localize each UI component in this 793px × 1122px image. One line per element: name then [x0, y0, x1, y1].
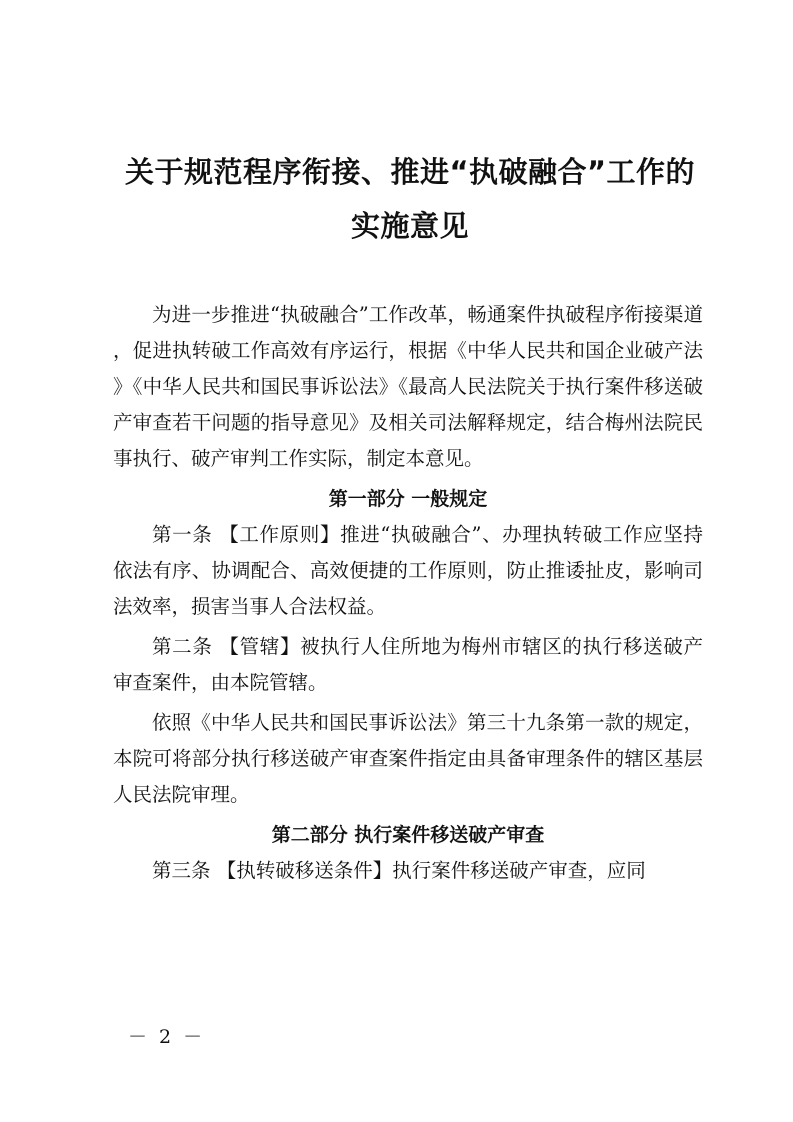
page-number: － 2 －	[128, 1026, 206, 1048]
part-2-heading: 第二部分 执行案件移送破产审查	[271, 824, 545, 846]
article-2-second-paragraph: 依照《中华人民共和国民事诉讼法》第三十九条第一款的规定，本院可将部分执行移送破产审查案件指定由具备审理条件的辖区基层人民法院审理。	[113, 711, 703, 806]
intro-paragraph: 为进一步推进“执破融合”工作改革，畅通案件执破程序衔接渠道，促进执转破工作高效有序运行，根据《中华人民共和国企业破产法》《中华人民共和国民事诉讼法》《最高人民法院关于执行案件移送破产审查若干问题的指导意见》及相关司法解释规定，结合梅州法院民事执行、破产审判工作实际，制定本意见。	[113, 303, 703, 470]
document-body	[113, 297, 703, 889]
article-1-paragraph: 第一条 【工作原则】推进“执破融合”、办理执转破工作应坚持依法有序、协调配合、高效便捷的工作原则，防止推诿扯皮，影响司法效率，损害当事人合法权益。	[113, 523, 703, 618]
document-title-line-1: 关于规范程序衔接、推进“执破融合”工作的	[124, 155, 696, 189]
part-1-heading: 第一部分 一般规定	[328, 488, 488, 510]
document-title-line-2: 实施意见	[350, 209, 469, 243]
article-2-paragraph: 第二条 【管辖】被执行人住所地为梅州市辖区的执行移送破产审查案件，由本院管辖。	[113, 635, 703, 694]
article-3-paragraph: 第三条 【执转破移送条件】执行案件移送破产审查，应同	[152, 859, 646, 882]
